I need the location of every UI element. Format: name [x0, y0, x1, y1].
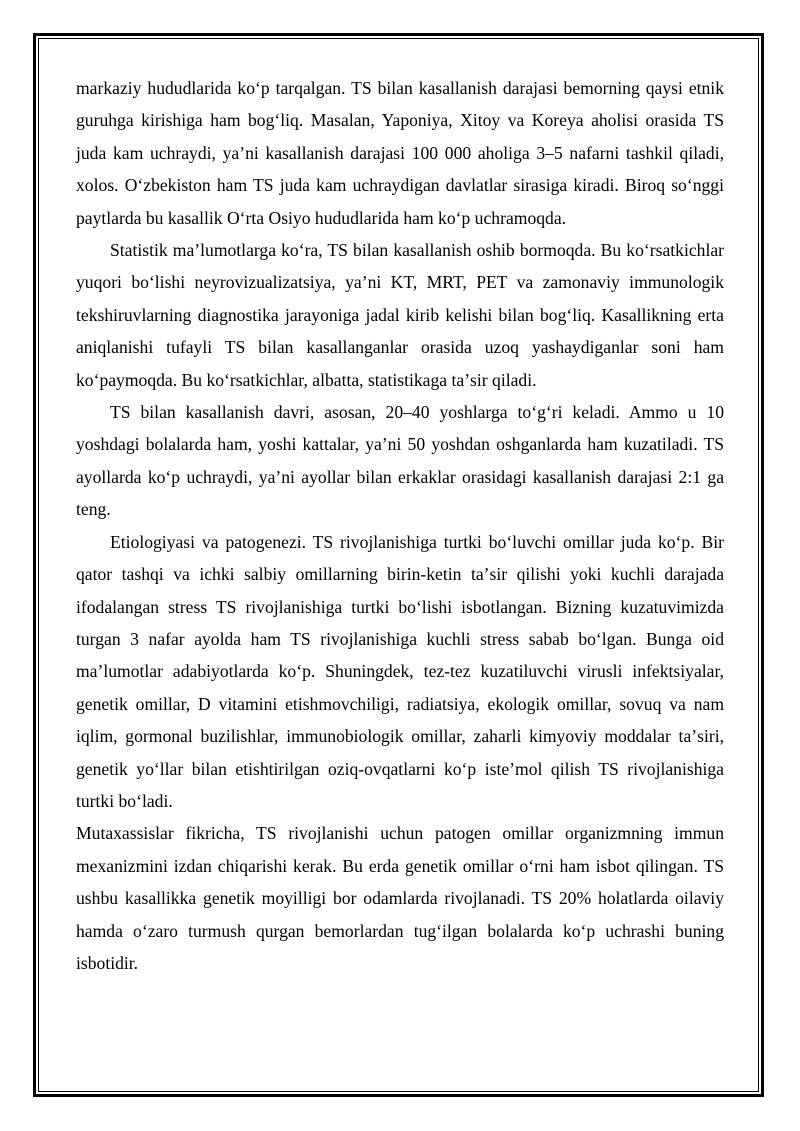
paragraph-2: Statistik maʼlumotlarga koʻra, TS bilan kasallanish oshib bormoqda. Bu koʻrsatkichlar yuqori boʻlishi neyrovizualizatsiya, yaʼni KT, MRT, PET va zamonaviy immunologik tekshiruvlarning diagnostika jarayoniga jadal kirib kelishi bilan bogʻliq. Kasallikning erta aniqlanishi tufayli TS bilan kasallanganlar orasida uzoq yashaydiganlar soni ham koʻpaymoqda. Bu koʻrsatkichlar, albatta, statistikaga taʼsir qiladi.: [76, 240, 724, 390]
paragraph-4: Etiologiyasi va patogenezi. TS rivojlanishiga turtki boʻluvchi omillar juda koʻp. Bir qator tashqi va ichki salbiy omillarning birin-ketin taʼsir qilishi yoki kuchli darajada ifodalangan stress TS rivojlanishiga turtki boʻlishi isbotlangan. Bizning kuzatuvimizda turgan 3 nafar ayolda ham TS rivojlanishiga kuchli stress sabab boʻlgan. Bunga oid maʼlumotlar adabiyotlarda koʻp. Shuningdek, tez-tez kuzatiluvchi virusli infektsiyalar, genetik omillar, D vitamini etishmovchiligi, radiatsiya, ekologik omillar, sovuq va nam iqlim, gormonal buzilishlar, immunobiologik omillar, zaharli kimyoviy moddalar taʼsiri, genetik yoʻllar bilan etishtirilgan oziq-ovqatlarni koʻp isteʼmol qilish TS rivojlanishiga turtki boʻladi.: [76, 531, 724, 811]
paragraph-1: markaziy hududlarida koʻp tarqalgan. TS bilan kasallanish darajasi bemorning qaysi etnik guruhga kirishiga ham bogʻliq. Masalan, Yaponiya, Xitoy va Koreya aholisi orasida TS juda kam uchraydi, yaʼni kasallanish darajasi 100 000 aholiga 3–5 nafarni tashkil qiladi, xolos. Oʻzbekiston ham TS juda kam uchraydigan davlatlar sirasiga kiradi. Biroq soʻnggi paytlarda bu kasallik Oʻrta Osiyo hududlarida ham koʻp uchramoqda.: [76, 78, 724, 228]
document-body: [76, 72, 724, 979]
paragraph-5: Mutaxassislar fikricha, TS rivojlanishi uchun patogen omillar organizmning immun mexanizmini izdan chiqarishi kerak. Bu erda genetik omillar oʻrni ham isbot qilingan. TS ushbu kasallikka genetik moyilligi bor odamlarda rivojlanadi. TS 20% holatlarda oilaviy hamda oʻzaro turmush qurgan bemorlardan tugʻilgan bolalarda koʻp uchrashi buning isbotidir.: [76, 823, 724, 973]
paragraph-3: TS bilan kasallanish davri, asosan, 20–40 yoshlarga toʻgʻri keladi. Ammo u 10 yoshdagi bolalarda ham, yoshi kattalar, yaʼni 50 yoshdan oshganlarda ham kuzatiladi. TS ayollarda koʻp uchraydi, yaʼni ayollar bilan erkaklar orasidagi kasallanish darajasi 2:1 ga teng.: [76, 402, 724, 520]
